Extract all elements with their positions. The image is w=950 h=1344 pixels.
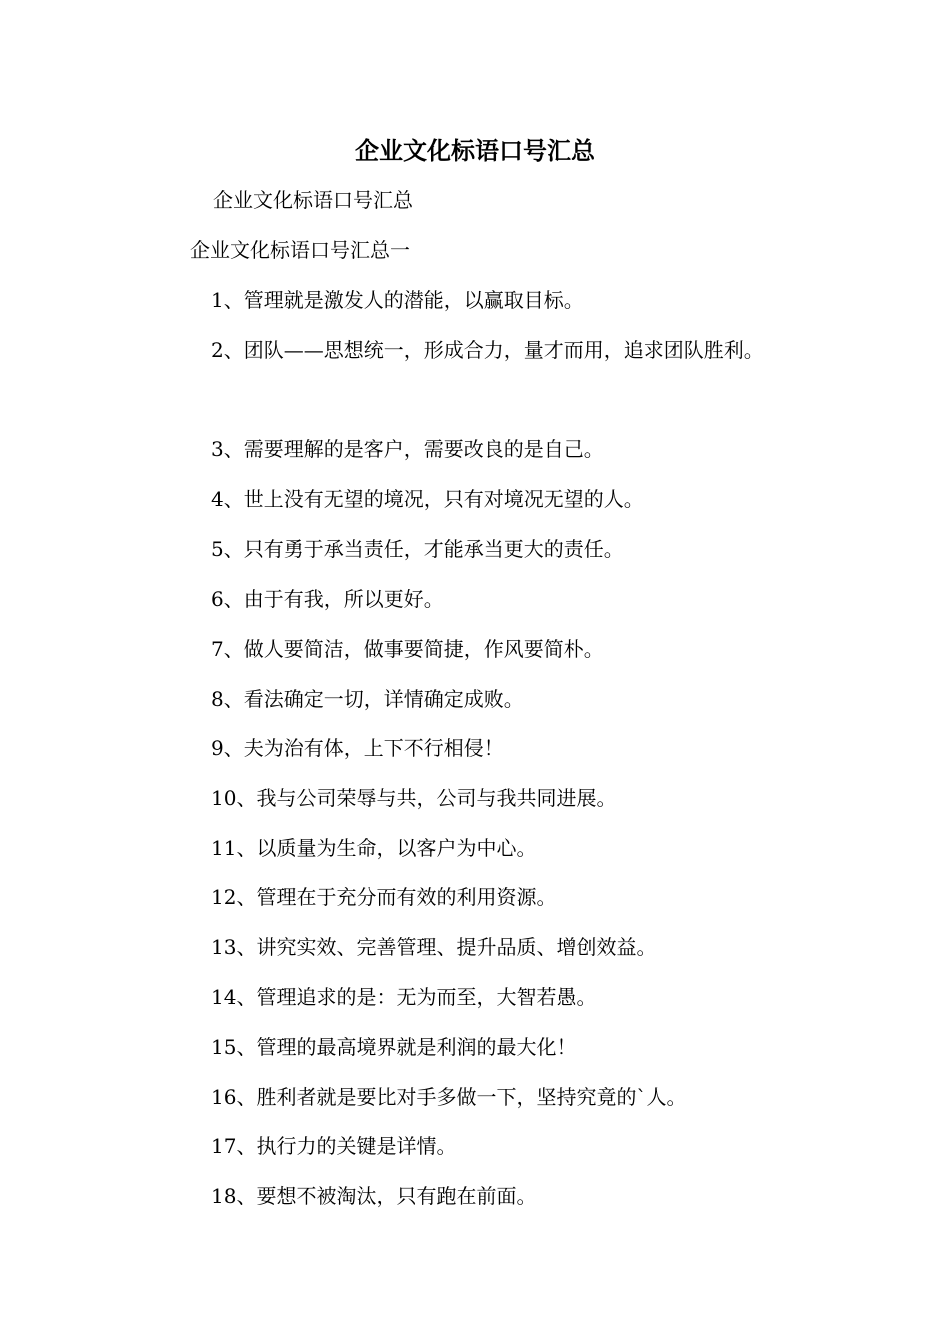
- list-item: 18、要想不被淘汰，只有跑在前面。: [211, 1184, 537, 1208]
- item-number: 14: [211, 985, 237, 1009]
- item-number: 5: [211, 537, 224, 561]
- item-number: 6: [211, 587, 224, 611]
- list-item: 12、管理在于充分而有效的利用资源。: [211, 885, 557, 909]
- item-text: 夫为治有体，上下不行相侵！: [243, 736, 504, 760]
- item-text: 要想不被淘汰，只有跑在前面。: [256, 1184, 537, 1208]
- item-text: 管理在于充分而有效的利用资源。: [256, 885, 557, 909]
- document-title: 企业文化标语口号汇总: [355, 136, 595, 165]
- item-number: 1: [211, 288, 224, 312]
- list-item: 5、只有勇于承当责任，才能承当更大的责任。: [211, 537, 624, 561]
- list-item: 8、看法确定一切，详情确定成败。: [211, 687, 524, 711]
- list-item: 3、需要理解的是客户，需要改良的是自己。: [211, 437, 604, 461]
- item-text: 世上没有无望的境况，只有对境况无望的人。: [243, 487, 644, 511]
- list-item: 16、胜利者就是要比对手多做一下，坚持究竟的`人。: [211, 1085, 687, 1109]
- list-item: 4、世上没有无望的境况，只有对境况无望的人。: [211, 487, 644, 511]
- item-text: 做人要简洁，做事要简捷，作风要简朴。: [243, 637, 604, 661]
- list-item: 13、讲究实效、完善管理、提升品质、增创效益。: [211, 935, 657, 959]
- item-number: 18: [211, 1184, 237, 1208]
- item-number: 8: [211, 687, 224, 711]
- item-number: 13: [211, 935, 237, 959]
- item-text: 执行力的关键是详情。: [256, 1134, 457, 1158]
- document-subtitle: 企业文化标语口号汇总: [213, 188, 413, 212]
- item-number: 7: [211, 637, 224, 661]
- item-number: 4: [211, 487, 224, 511]
- list-item: 15、管理的最高境界就是利润的最大化！: [211, 1035, 577, 1059]
- list-item: 17、执行力的关键是详情。: [211, 1134, 457, 1158]
- item-number: 2: [211, 338, 224, 362]
- item-text: 讲究实效、完善管理、提升品质、增创效益。: [256, 935, 657, 959]
- item-text: 团队——思想统一，形成合力，量才而用，追求团队胜利。: [243, 338, 764, 362]
- list-item: 7、做人要简洁，做事要简捷，作风要简朴。: [211, 637, 604, 661]
- item-number: 17: [211, 1134, 237, 1158]
- list-item: 9、夫为治有体，上下不行相侵！: [211, 736, 504, 760]
- item-number: 16: [211, 1085, 237, 1109]
- item-text: 由于有我，所以更好。: [243, 587, 444, 611]
- item-number: 3: [211, 437, 224, 461]
- item-text: 管理的最高境界就是利润的最大化！: [256, 1035, 577, 1059]
- item-number: 15: [211, 1035, 237, 1059]
- list-item: 10、我与公司荣辱与共，公司与我共同进展。: [211, 786, 617, 810]
- item-text: 管理追求的是：无为而至，大智若愚。: [256, 985, 597, 1009]
- list-item: 6、由于有我，所以更好。: [211, 587, 444, 611]
- item-text: 看法确定一切，详情确定成败。: [243, 687, 524, 711]
- item-text: 需要理解的是客户，需要改良的是自己。: [243, 437, 604, 461]
- item-text: 我与公司荣辱与共，公司与我共同进展。: [256, 786, 617, 810]
- item-number: 12: [211, 885, 237, 909]
- item-text: 以质量为生命，以客户为中心。: [256, 836, 537, 860]
- item-number: 9: [211, 736, 224, 760]
- section-heading: 企业文化标语口号汇总一: [190, 238, 410, 262]
- item-text: 只有勇于承当责任，才能承当更大的责任。: [243, 537, 624, 561]
- item-number: 10: [211, 786, 237, 810]
- list-item: 1、管理就是激发人的潜能，以赢取目标。: [211, 288, 584, 312]
- list-item: 11、以质量为生命，以客户为中心。: [211, 836, 537, 860]
- list-item: 2、团队——思想统一，形成合力，量才而用，追求团队胜利。: [211, 338, 764, 362]
- item-text: 胜利者就是要比对手多做一下，坚持究竟的`人。: [256, 1085, 687, 1109]
- list-item: 14、管理追求的是：无为而至，大智若愚。: [211, 985, 597, 1009]
- item-text: 管理就是激发人的潜能，以赢取目标。: [243, 288, 584, 312]
- item-number: 11: [211, 836, 237, 860]
